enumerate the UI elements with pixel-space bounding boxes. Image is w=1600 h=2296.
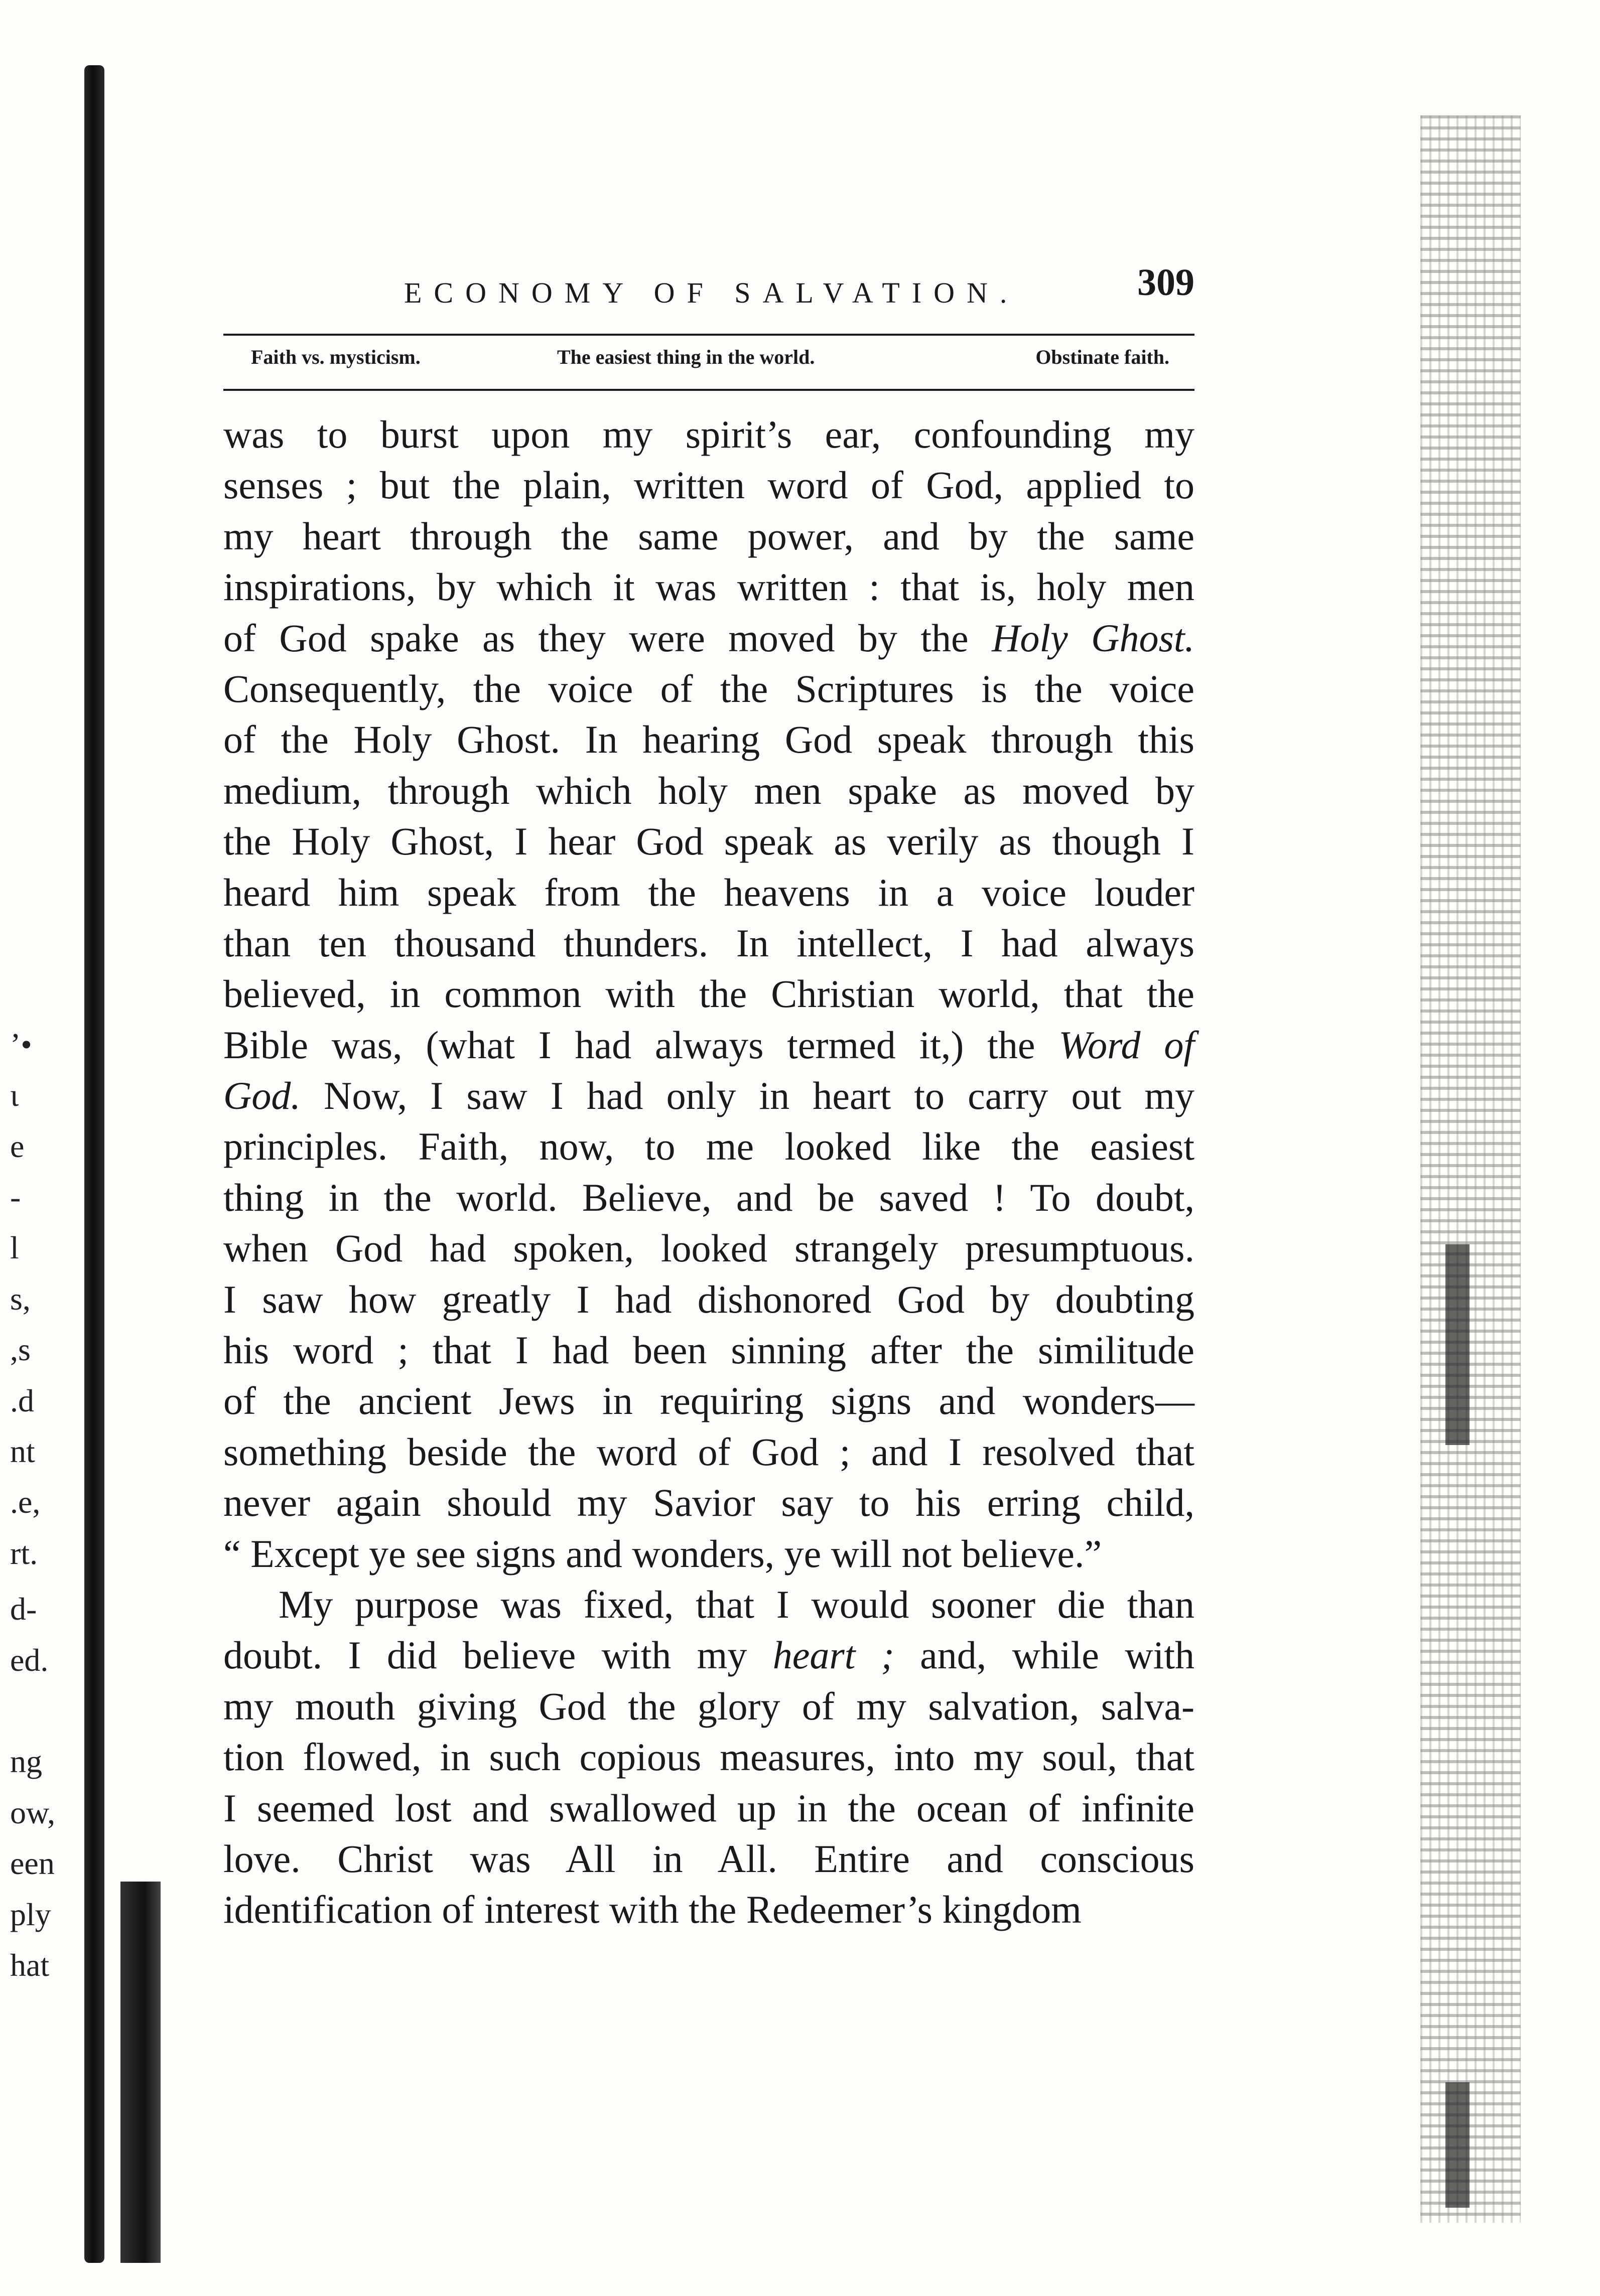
body-text	[223, 409, 1194, 1935]
text-line	[223, 1375, 1194, 1426]
text-run: thing in the world. Believe, and be saved ! To doubt,	[223, 1175, 1194, 1219]
facing-page-fragment: hat	[10, 1947, 50, 1983]
facing-page-fragment: e	[10, 1128, 25, 1164]
text-line	[223, 1884, 1194, 1935]
text-run: inspirations, by which it was written : that is, holy men	[223, 565, 1194, 609]
text-run: was to burst upon my spirit’s ear, confounding my	[223, 412, 1194, 456]
text-line	[223, 1681, 1194, 1732]
text-run: “ Except ye see signs and wonders, ye will not believe.”	[223, 1531, 1102, 1575]
text-run: his word ; that I had been sinning after the similitude	[223, 1328, 1194, 1372]
text-run: something beside the word of God ; and I resolved that	[223, 1429, 1194, 1474]
italic-phrase: God.	[223, 1074, 301, 1118]
text-line	[223, 1528, 1194, 1579]
text-run: principles. Faith, now, to me looked like the easiest	[223, 1124, 1194, 1169]
text-run: Bible was, (what I had always termed it,) the	[223, 1023, 1059, 1067]
facing-page-fragment: ply	[10, 1896, 51, 1932]
italic-phrase: heart ;	[772, 1633, 894, 1677]
subhead-3: Obstinate faith.	[1035, 346, 1169, 368]
text-run: of God spake as they were moved by the	[223, 616, 992, 660]
text-run: tion flowed, in such copious measures, into my soul, that	[223, 1735, 1194, 1779]
facing-page-fragment: s,	[10, 1280, 31, 1317]
text-line	[223, 1020, 1194, 1070]
facing-page-fragment: -	[10, 1179, 21, 1215]
binding-shadow	[120, 1882, 161, 2263]
text-line	[223, 561, 1194, 612]
text-run: love. Christ was All in All. Entire and conscious	[223, 1836, 1194, 1881]
text-line	[223, 1426, 1194, 1477]
text-line	[223, 968, 1194, 1019]
text-run: my heart through the same power, and by the same	[223, 514, 1194, 558]
text-line	[223, 714, 1194, 765]
text-run: I seemed lost and swallowed up in the ocean of infinite	[223, 1786, 1194, 1830]
text-line	[223, 1732, 1194, 1782]
text-run: Consequently, the voice of the Scriptures is the voice	[223, 666, 1194, 710]
facing-page-fragment: .e,	[10, 1484, 41, 1520]
text-line	[223, 1070, 1194, 1121]
text-run: My purpose was fixed, that I would sooner die than	[279, 1582, 1194, 1626]
text-run: of the ancient Jews in requiring signs and wonders—	[223, 1379, 1194, 1423]
subhead-rule	[223, 389, 1194, 391]
facing-page-fragment: een	[10, 1845, 55, 1882]
text-line	[223, 1121, 1194, 1172]
page-header	[223, 261, 1194, 321]
text-line	[223, 613, 1194, 663]
text-line	[223, 1833, 1194, 1884]
facing-page-fragment: l	[10, 1230, 19, 1266]
text-run: never again should my Savior say to his erring child,	[223, 1481, 1194, 1525]
text-line	[223, 511, 1194, 561]
text-run: and, while with	[894, 1633, 1194, 1677]
text-line	[223, 460, 1194, 510]
running-title: ECONOMY OF SALVATION.	[404, 276, 1019, 309]
text-run: doubt. I did believe with my	[223, 1633, 773, 1677]
text-line	[223, 663, 1194, 714]
text-run: heard him speak from the heavens in a voice louder	[223, 870, 1194, 914]
text-run: medium, through which holy men spake as moved by	[223, 768, 1194, 812]
text-run: senses ; but the plain, written word of God, applied to	[223, 463, 1194, 507]
facing-page-fragment: .d	[10, 1382, 34, 1418]
text-line	[223, 1172, 1194, 1223]
text-line	[223, 1579, 1194, 1630]
text-line	[223, 1477, 1194, 1528]
subhead-1: Faith vs. mysticism.	[251, 346, 421, 368]
facing-page-fragment: ι	[10, 1077, 19, 1113]
text-run: when God had spoken, looked strangely presumptuous.	[223, 1226, 1194, 1270]
text-run: identification of interest with the Redeemer’s kingdom	[223, 1888, 1082, 1932]
text-run: of the Holy Ghost. In hearing God speak through this	[223, 718, 1194, 762]
text-line	[223, 765, 1194, 816]
italic-phrase: Holy Ghost.	[992, 616, 1194, 660]
facing-page-fragment: ,s	[10, 1332, 31, 1368]
text-line	[223, 1783, 1194, 1833]
text-line	[223, 1223, 1194, 1273]
scan-edge-bar	[1445, 2082, 1470, 2208]
header-rule	[223, 334, 1194, 336]
facing-page-fragment: ’•	[10, 1026, 32, 1062]
binding-gutter	[84, 65, 104, 2263]
page-number: 309	[1137, 261, 1194, 304]
text-line	[223, 409, 1194, 460]
scan-edge-noise	[1420, 115, 1521, 2223]
text-line	[223, 1274, 1194, 1325]
subhead-2: The easiest thing in the world.	[557, 346, 815, 368]
facing-page-fragment: ng	[10, 1744, 42, 1780]
facing-page-fragment: nt	[10, 1433, 35, 1469]
text-line	[223, 918, 1194, 968]
text-line	[223, 1630, 1194, 1680]
italic-phrase: Word of	[1058, 1023, 1194, 1067]
text-run: the Holy Ghost, I hear God speak as verily as though I	[223, 819, 1194, 864]
facing-page-fragment: ow,	[10, 1794, 56, 1830]
facing-page-fragment: ed.	[10, 1642, 49, 1678]
text-run: I saw how greatly I had dishonored God by doubting	[223, 1277, 1194, 1321]
text-line	[223, 1325, 1194, 1375]
text-run: believed, in common with the Christian world, that the	[223, 972, 1194, 1016]
facing-page-fragment: d-	[10, 1591, 37, 1627]
facing-page-fragment: rt.	[10, 1535, 38, 1571]
text-run: Now, I saw I had only in heart to carry out my	[300, 1074, 1194, 1118]
text-run: than ten thousand thunders. In intellect, I had always	[223, 921, 1194, 965]
scan-edge-bar	[1445, 1244, 1470, 1445]
text-line	[223, 867, 1194, 918]
marginal-subheads	[223, 341, 1194, 381]
text-run: my mouth giving God the glory of my salvation, salva-	[223, 1684, 1194, 1728]
text-line	[223, 816, 1194, 867]
